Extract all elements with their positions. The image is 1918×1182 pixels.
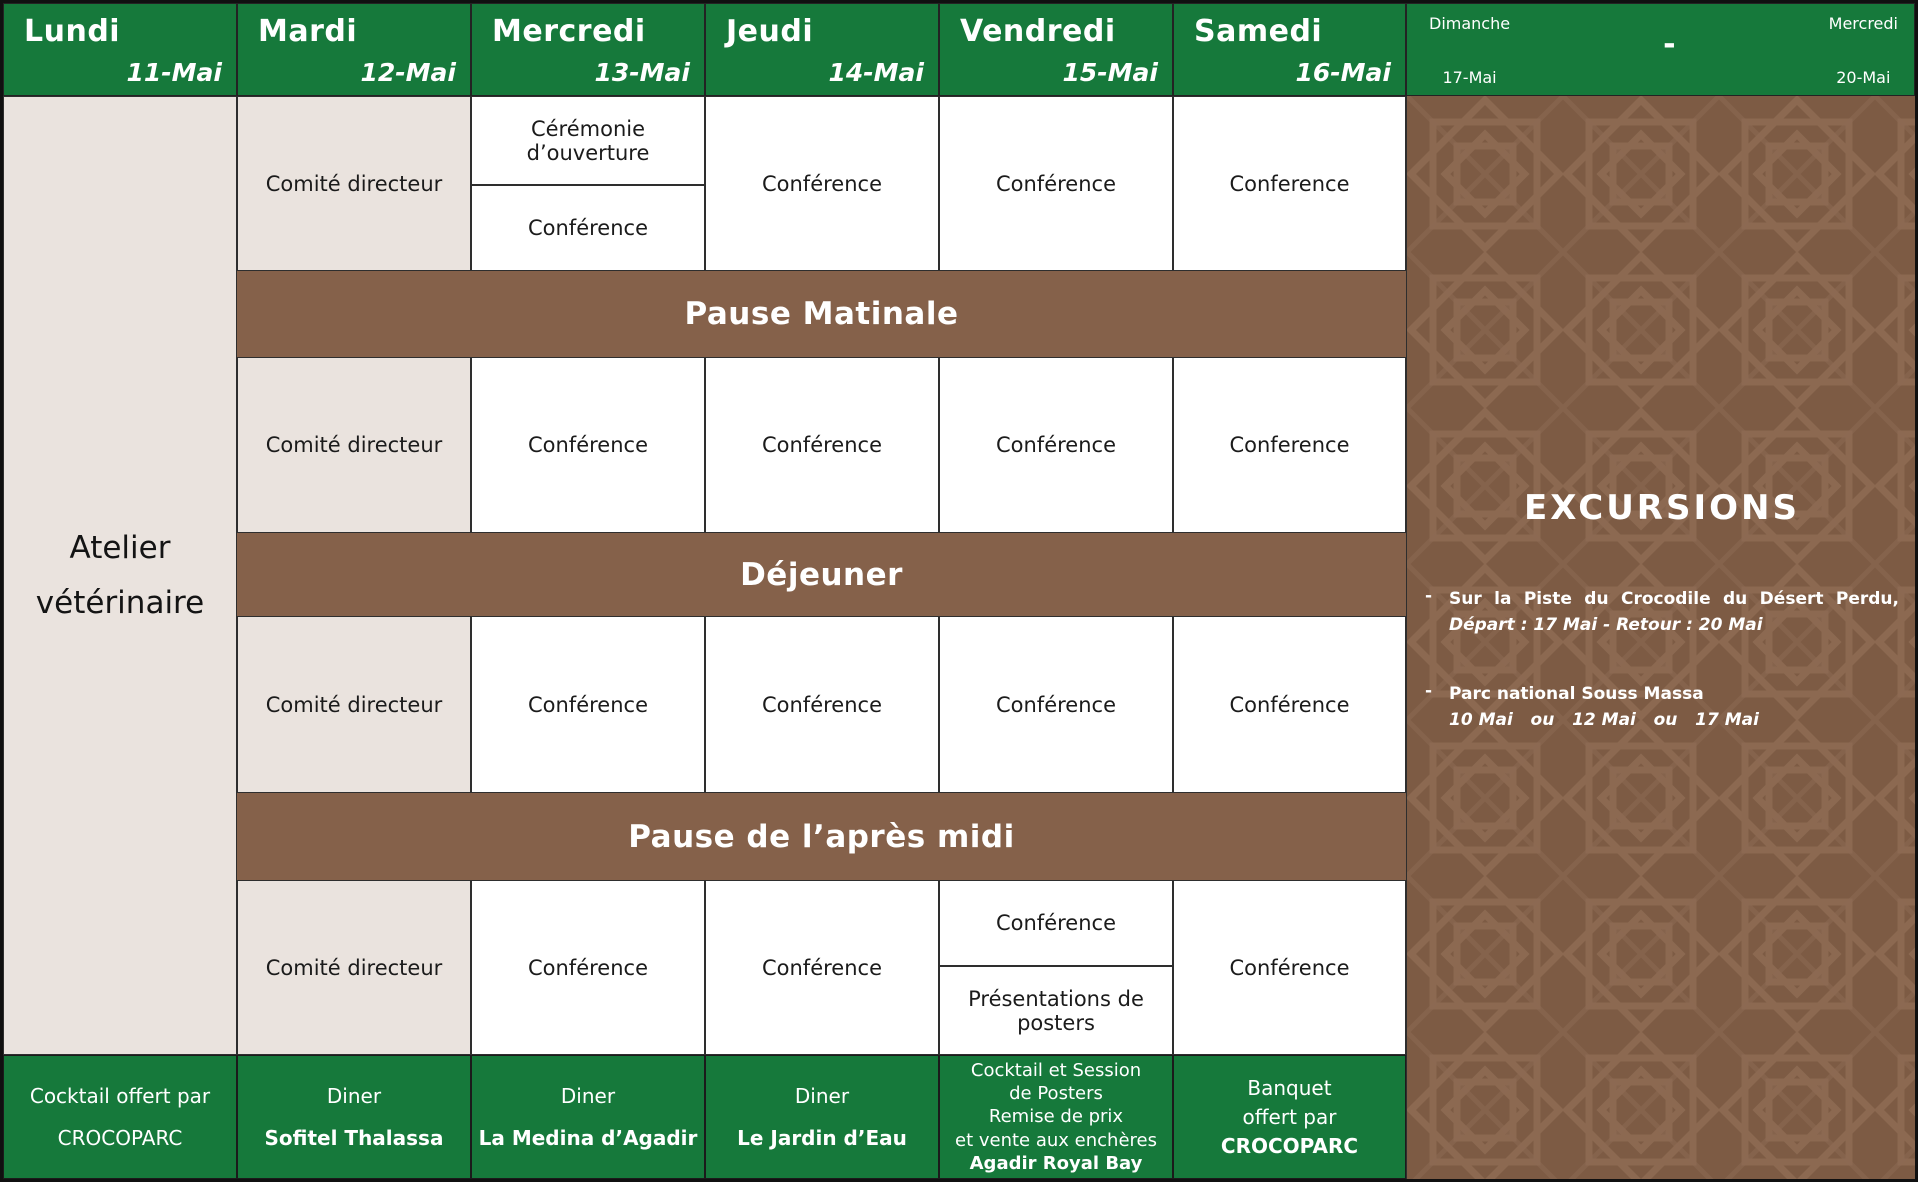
evening-venue: La Medina d’Agadir	[478, 1125, 698, 1150]
cell-label: Conférence	[761, 692, 882, 717]
cell-mercredi-late-afternoon	[471, 880, 705, 1055]
day-date: 14-Mai	[828, 58, 924, 87]
cell-mardi-late-morning	[237, 357, 471, 533]
workshop-line2: vétérinaire	[35, 584, 205, 621]
cell-mercredi-opening-ceremony	[471, 96, 705, 185]
day-date: 12-Mai	[360, 58, 456, 87]
header-day-mercredi	[471, 3, 705, 96]
cell-label: Conférence	[527, 433, 648, 457]
range-end	[1829, 14, 1898, 87]
day-name: Samedi	[1194, 14, 1323, 49]
cell-vendredi-morning	[939, 96, 1173, 271]
evening-jeudi	[705, 1055, 939, 1179]
excursions-panel	[1406, 96, 1915, 1179]
evening-line: Diner	[560, 1083, 616, 1108]
cell-label: Comité directeur	[265, 433, 443, 457]
cell-jeudi-late-afternoon	[705, 880, 939, 1055]
header-day-lundi	[3, 3, 237, 96]
cell-vendredi-late-afternoon	[939, 880, 1173, 966]
cell-mardi-morning	[237, 96, 471, 271]
cell-label: Cérémonie d’ouverture	[526, 116, 650, 165]
excursion-item-souss-massa	[1425, 681, 1899, 734]
excursion-item-crocodile-trail	[1425, 586, 1899, 639]
cell-mardi-afternoon	[237, 616, 471, 793]
cell-mercredi-morning	[471, 185, 705, 271]
day-name: Lundi	[24, 14, 121, 49]
excursion-dates: Départ : 17 Mai - Retour : 20 Mai	[1449, 615, 1763, 636]
cell-label: Conférence	[761, 433, 882, 457]
cell-jeudi-afternoon	[705, 616, 939, 793]
day-name: Mardi	[258, 14, 358, 49]
evening-line: Diner	[326, 1083, 382, 1108]
excursions-list	[1425, 586, 1899, 733]
cell-label: Conférence	[995, 433, 1116, 457]
cell-label: Conference	[1229, 171, 1350, 196]
cell-vendredi-afternoon	[939, 616, 1173, 793]
bullet-dash: -	[1425, 586, 1433, 606]
cell-label: Conférence	[995, 911, 1116, 935]
evening-venue: Agadir Royal Bay	[969, 1153, 1143, 1175]
evening-lundi	[3, 1055, 237, 1179]
cell-samedi-afternoon	[1173, 616, 1406, 793]
cell-label: Conférence	[761, 955, 882, 980]
cell-samedi-late-morning	[1173, 357, 1406, 533]
cell-jeudi-morning	[705, 96, 939, 271]
evening-line: Cocktail offert par	[29, 1083, 211, 1108]
evening-line: Banquet	[1247, 1075, 1332, 1100]
cell-label: Conférence	[995, 692, 1116, 717]
range-end-day: Mercredi	[1828, 14, 1898, 33]
day-date: 13-Mai	[594, 58, 690, 87]
cell-mercredi-late-morning	[471, 357, 705, 533]
day-date: 15-Mai	[1062, 58, 1158, 87]
range-separator: -	[1663, 27, 1676, 62]
day-name: Mercredi	[492, 14, 646, 49]
evening-venue: CROCOPARC	[1220, 1133, 1359, 1158]
cell-vendredi-posters	[939, 966, 1173, 1055]
cell-jeudi-late-morning	[705, 357, 939, 533]
evening-mercredi	[471, 1055, 705, 1179]
excursion-dates: 10 Mai ou 12 Mai ou 17 Mai	[1449, 710, 1759, 731]
evening-samedi	[1173, 1055, 1406, 1179]
cell-label: Comité directeur	[265, 955, 443, 980]
cell-label: Présentations de posters	[968, 986, 1144, 1035]
header-range-dimanche-mercredi	[1406, 3, 1915, 96]
cell-label: Conférence	[1229, 955, 1350, 980]
header-day-mardi	[237, 3, 471, 96]
range-start-date: 17-Mai	[1442, 68, 1497, 87]
cell-samedi-late-afternoon	[1173, 880, 1406, 1055]
day-name: Jeudi	[726, 14, 814, 49]
evening-venue: Sofitel Thalassa	[264, 1125, 444, 1150]
evening-vendredi	[939, 1055, 1173, 1179]
cell-label: Conférence	[1229, 692, 1350, 717]
day-date: 16-Mai	[1295, 58, 1391, 87]
evening-line: offert par	[1242, 1104, 1337, 1129]
cell-label: Comité directeur	[265, 171, 443, 196]
cell-label: Conférence	[527, 955, 648, 980]
range-start-day: Dimanche	[1429, 14, 1511, 33]
break-label: Pause Matinale	[684, 296, 959, 332]
range-start	[1429, 14, 1510, 87]
evening-line: Cocktail et Session	[970, 1059, 1142, 1081]
cell-vendredi-late-morning	[939, 357, 1173, 533]
evening-line: CROCOPARC	[57, 1125, 183, 1150]
header-day-vendredi	[939, 3, 1173, 96]
break-label: Pause de l’après midi	[628, 818, 1015, 855]
break-band-lunch	[237, 533, 1406, 616]
break-band-morning	[237, 271, 1406, 357]
header-day-samedi	[1173, 3, 1406, 96]
cell-mercredi-afternoon	[471, 616, 705, 793]
bullet-dash: -	[1425, 680, 1433, 701]
excursion-title: Parc national Souss Massa	[1449, 683, 1704, 704]
evening-venue: Le Jardin d’Eau	[737, 1125, 907, 1150]
cell-label: Conférence	[995, 171, 1116, 196]
cell-label: Comité directeur	[265, 692, 443, 717]
excursions-title: EXCURSIONS	[1524, 488, 1800, 528]
break-label: Déjeuner	[740, 556, 903, 593]
cell-label: Conférence	[761, 171, 882, 196]
cell-label: Conférence	[527, 692, 648, 717]
excursion-title: Sur la Piste du Crocodile du Désert Perdu,	[1449, 589, 1899, 609]
day-name: Vendredi	[960, 14, 1116, 49]
excursions-content	[1407, 96, 1915, 733]
cell-mardi-late-afternoon	[237, 880, 471, 1055]
workshop-line1: Atelier	[69, 530, 171, 567]
evening-line: Diner	[794, 1083, 850, 1108]
evening-line: de Posters	[1009, 1082, 1103, 1104]
day-date: 11-Mai	[126, 58, 222, 87]
evening-line: Remise de prix	[988, 1106, 1124, 1128]
break-band-afternoon	[237, 793, 1406, 880]
cell-label: Conference	[1229, 433, 1350, 457]
range-end-date: 20-Mai	[1836, 68, 1891, 87]
cell-label: Conférence	[527, 216, 648, 240]
workshop-cell	[3, 96, 237, 1055]
header-day-jeudi	[705, 3, 939, 96]
cell-samedi-morning	[1173, 96, 1406, 271]
evening-mardi	[237, 1055, 471, 1179]
evening-line: et vente aux enchères	[955, 1129, 1157, 1151]
